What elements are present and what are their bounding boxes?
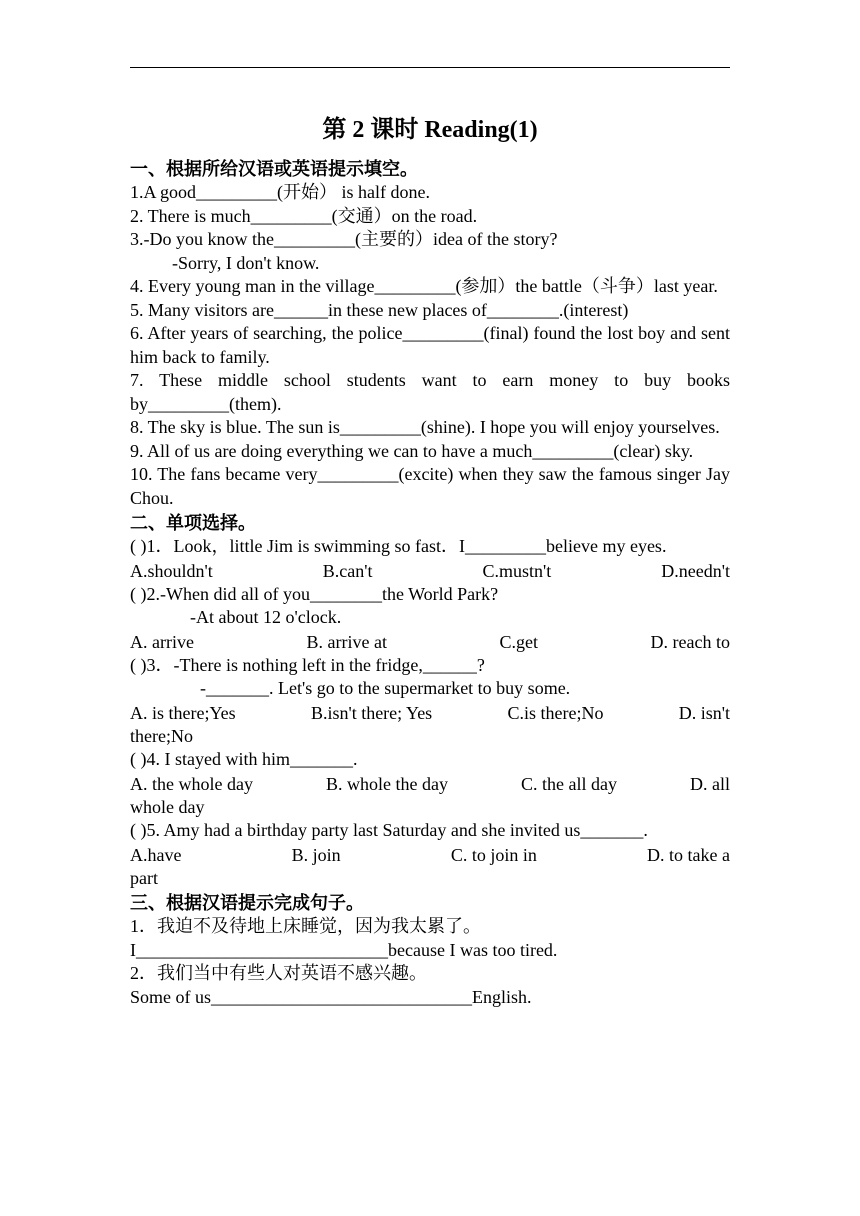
s1-item-1: 1.A good_________(开始） is half done. (130, 182, 430, 202)
mc-q1-stem: ( )1．Look，little Jim is swimming so fast．I_________believe my eyes. (130, 536, 667, 556)
section2-heading: 二、单项选择。 (130, 513, 256, 533)
s1-item-10: 10. The fans became very_________(excite) when they saw the famous singer Jay Chou. (130, 464, 730, 508)
mc-q4-option-b: B. whole the day (325, 773, 448, 794)
mc-q2-option-a: A. arrive (130, 631, 194, 652)
s1-item-9: 9. All of us are doing everything we can to have a much_________(clear) sky. (130, 440, 694, 461)
s1-item-8: 8. The sky is blue. The sun is_________(shine). I hope you will enjoy yourselves. (130, 417, 720, 437)
mc-q3-stem: ( )3．-There is nothing left in the fridge,______? (130, 654, 485, 675)
mc-q3-reply: -_______. Let's go to the supermarket to buy some. (200, 678, 571, 698)
s3-sentence-1-english: I____________________________because I was too tired. (130, 939, 558, 960)
mc-q4-option-c: C. the all day (520, 773, 617, 794)
mc-q4-stem: ( )4. I stayed with him_______. (130, 749, 358, 769)
mc-q5-option-d-wrap: part (130, 867, 158, 888)
mc-q1-option-a: A.shouldn't (130, 560, 213, 581)
mc-q1-options (130, 559, 730, 583)
mc-q4-option-d: D. all (689, 773, 730, 794)
mc-q2-reply: -At about 12 o'clock. (190, 607, 342, 627)
mc-q5-stem: ( )5. Amy had a birthday party last Saturday and she invited us_______. (130, 820, 648, 840)
mc-q2-options (130, 630, 730, 654)
s1-item-5: 5. Many visitors are______in these new places of________.(interest) (130, 299, 629, 320)
mc-q5-option-a: A.have (130, 844, 182, 865)
s1-item-2: 2. There is much_________(交通）on the road. (130, 205, 478, 226)
mc-q2-option-c: C.get (499, 631, 538, 652)
mc-q1-option-c: C.mustn't (482, 560, 552, 581)
mc-q5-options (130, 843, 730, 867)
section3-heading: 三、根据汉语提示完成句子。 (130, 893, 364, 913)
mc-q4-option-a: A. the whole day (130, 773, 253, 794)
mc-q4-option-d-wrap: whole day (130, 796, 205, 817)
mc-q2-option-d: D. reach to (650, 631, 730, 652)
s1-item-7: 7. These middle school students want to earn money to buy books by_________(them). (130, 370, 730, 414)
mc-q3-option-a: A. is there;Yes (130, 702, 236, 723)
s1-item-3: 3.-Do you know the_________(主要的）idea of the story? (130, 229, 558, 249)
mc-q1-option-d: D.needn't (661, 560, 730, 581)
s1-item-6: 6. After years of searching, the police_________(final) found the lost boy and sent him back to family. (130, 323, 730, 367)
mc-q3-option-d: D. isn't (678, 702, 730, 723)
mc-q2-stem: ( )2.-When did all of you________the World Park? (130, 583, 499, 604)
s3-sentence-2-english: Some of us_____________________________English. (130, 986, 532, 1007)
s1-item-4: 4. Every young man in the village_________(参加）the battle（斗争）last year. (130, 276, 718, 296)
header-rule (130, 67, 730, 68)
s3-sentence-1-chinese: 1．我迫不及待地上床睡觉，因为我太累了。 (130, 916, 481, 936)
mc-q5-option-d: D. to take a (647, 844, 730, 865)
s1-item-3-reply: -Sorry, I don't know. (172, 252, 320, 273)
s3-sentence-2-chinese: 2．我们当中有些人对英语不感兴趣。 (130, 963, 427, 983)
mc-q2-option-b: B. arrive at (306, 631, 387, 652)
mc-q5-option-c: C. to join in (450, 844, 537, 865)
mc-q5-option-b: B. join (291, 844, 341, 865)
mc-q3-options (130, 701, 730, 725)
mc-q3-option-c: C.is there;No (507, 702, 604, 723)
section1-heading: 一、根据所给汉语或英语提示填空。 (130, 159, 418, 179)
worksheet-content (130, 156, 730, 1009)
mc-q3-option-b: B.isn't there; Yes (310, 702, 433, 723)
mc-q1-option-b: B.can't (322, 560, 373, 581)
page-title: 第 2 课时 Reading(1) (322, 117, 538, 143)
mc-q4-options (130, 772, 730, 796)
mc-q3-option-d-wrap: there;No (130, 725, 193, 746)
